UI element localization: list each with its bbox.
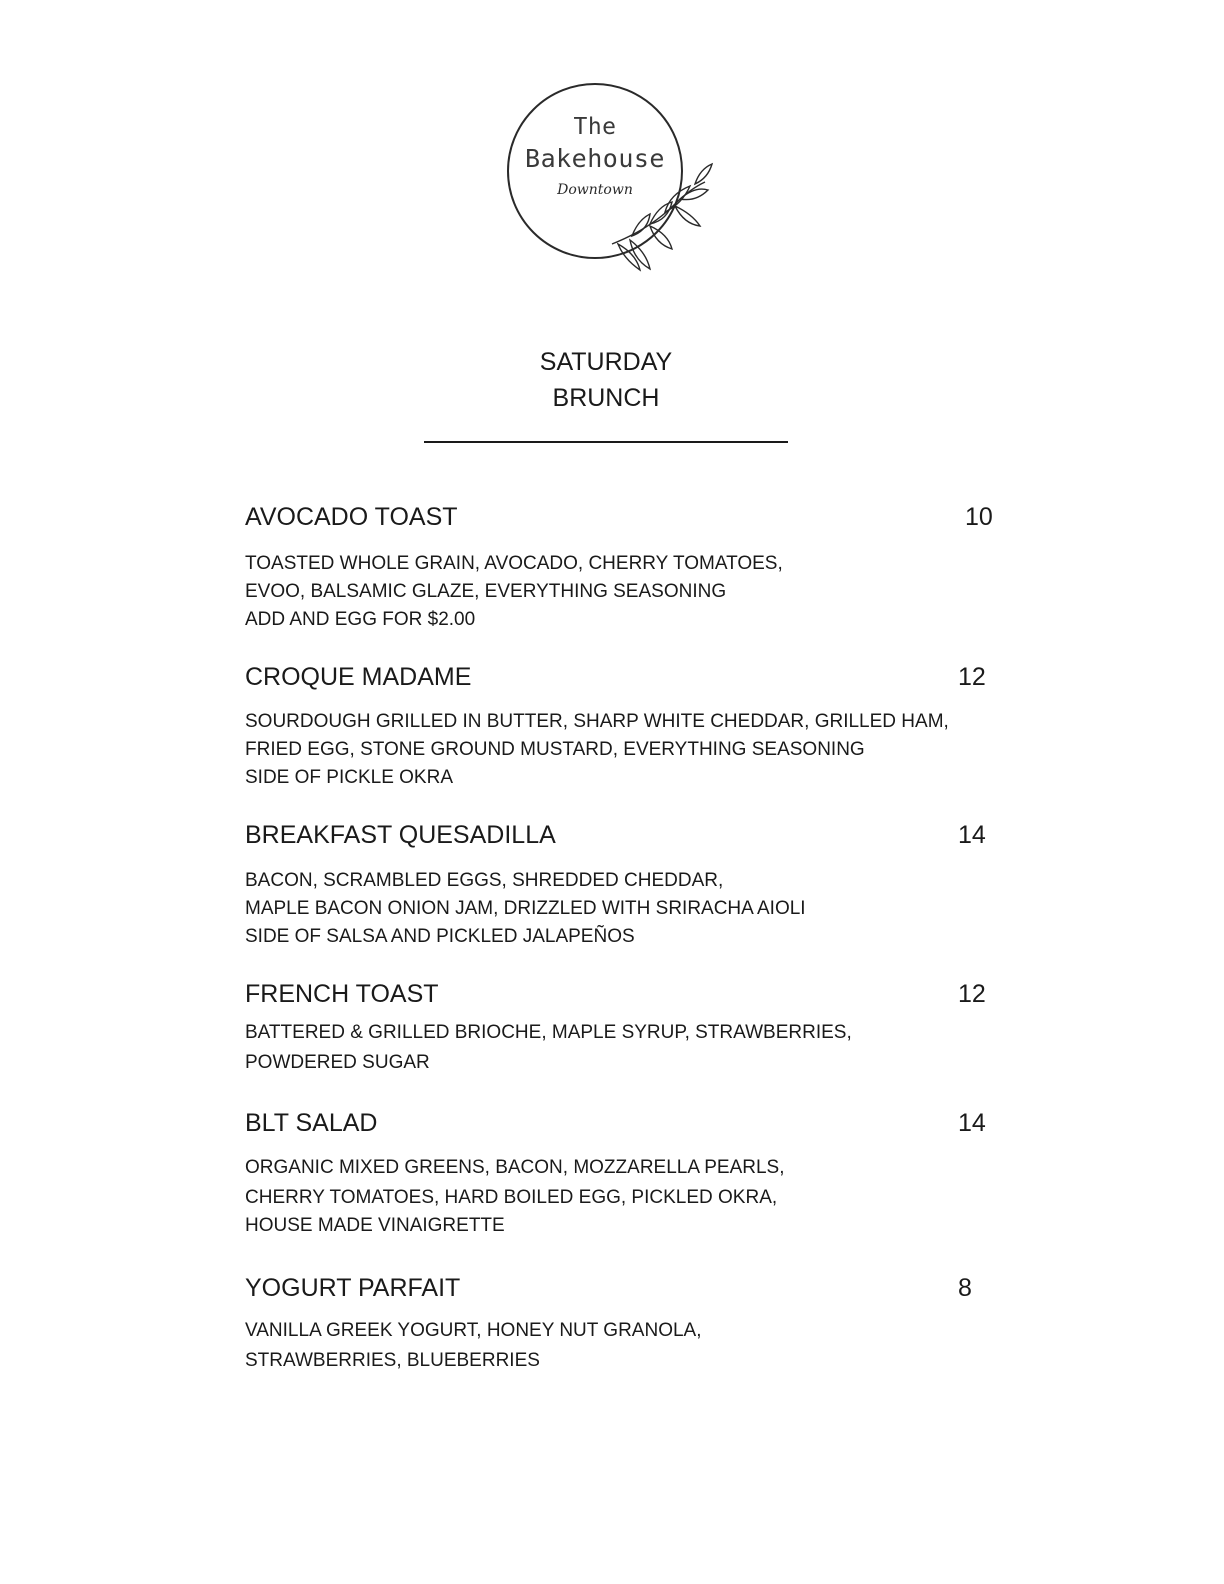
menu-item-description [245,1019,852,1077]
description-line: ADD AND EGG FOR $2.00 [245,609,476,630]
menu-item-price: 8 [958,1274,972,1302]
menu-item-name: YOGURT PARFAIT [245,1274,461,1302]
menu-item-description [245,1154,785,1240]
description-line: MAPLE BACON ONION JAM, DRIZZLED WITH SRIRACHA AIOLI [245,898,806,919]
menu-item-description [245,1317,702,1375]
description-line: ORGANIC MIXED GREENS, BACON, MOZZARELLA PEARLS, [245,1157,785,1178]
logo-text-name: Bakehouse [525,144,665,173]
description-line: HOUSE MADE VINAIGRETTE [245,1215,505,1236]
description-line: SOURDOUGH GRILLED IN BUTTER, SHARP WHITE CHEDDAR, GRILLED HAM, [245,711,949,732]
menu-heading-meal: BRUNCH [552,384,660,412]
heading-divider [424,441,788,443]
logo-text-downtown: Downtown [557,182,633,198]
description-line: FRIED EGG, STONE GROUND MUSTARD, EVERYTHING SEASONING [245,739,865,760]
description-line: VANILLA GREEK YOGURT, HONEY NUT GRANOLA, [245,1320,702,1341]
bakehouse-logo [500,64,720,279]
description-line: SIDE OF SALSA AND PICKLED JALAPEÑOS [245,926,635,947]
menu-item-name: FRENCH TOAST [245,980,439,1008]
menu-item-price: 12 [958,663,986,691]
menu-item-price: 14 [958,1109,986,1137]
menu-item-description [245,550,783,634]
description-line: SIDE OF PICKLE OKRA [245,767,453,788]
menu-heading-day: SATURDAY [539,348,673,376]
description-line: POWDERED SUGAR [245,1052,430,1073]
logo-text-the: The [573,114,617,140]
description-line: CHERRY TOMATOES, HARD BOILED EGG, PICKLED OKRA, [245,1187,778,1208]
menu-item-name: BREAKFAST QUESADILLA [245,821,556,849]
description-line: BATTERED & GRILLED BRIOCHE, MAPLE SYRUP, STRAWBERRIES, [245,1022,852,1043]
description-line: BACON, SCRAMBLED EGGS, SHREDDED CHEDDAR, [245,870,724,891]
menu-item-description [245,867,806,951]
menu-item-price: 10 [965,503,993,531]
menu-item-description [245,708,949,792]
menu-item-price: 12 [958,980,986,1008]
description-line: TOASTED WHOLE GRAIN, AVOCADO, CHERRY TOMATOES, [245,553,783,574]
menu-item-name: BLT SALAD [245,1109,378,1137]
description-line: EVOO, BALSAMIC GLAZE, EVERYTHING SEASONING [245,581,727,602]
description-line: STRAWBERRIES, BLUEBERRIES [245,1350,540,1371]
menu-item-name: CROQUE MADAME [245,663,472,691]
menu-item-name: AVOCADO TOAST [245,503,458,531]
menu-item-price: 14 [958,821,986,849]
